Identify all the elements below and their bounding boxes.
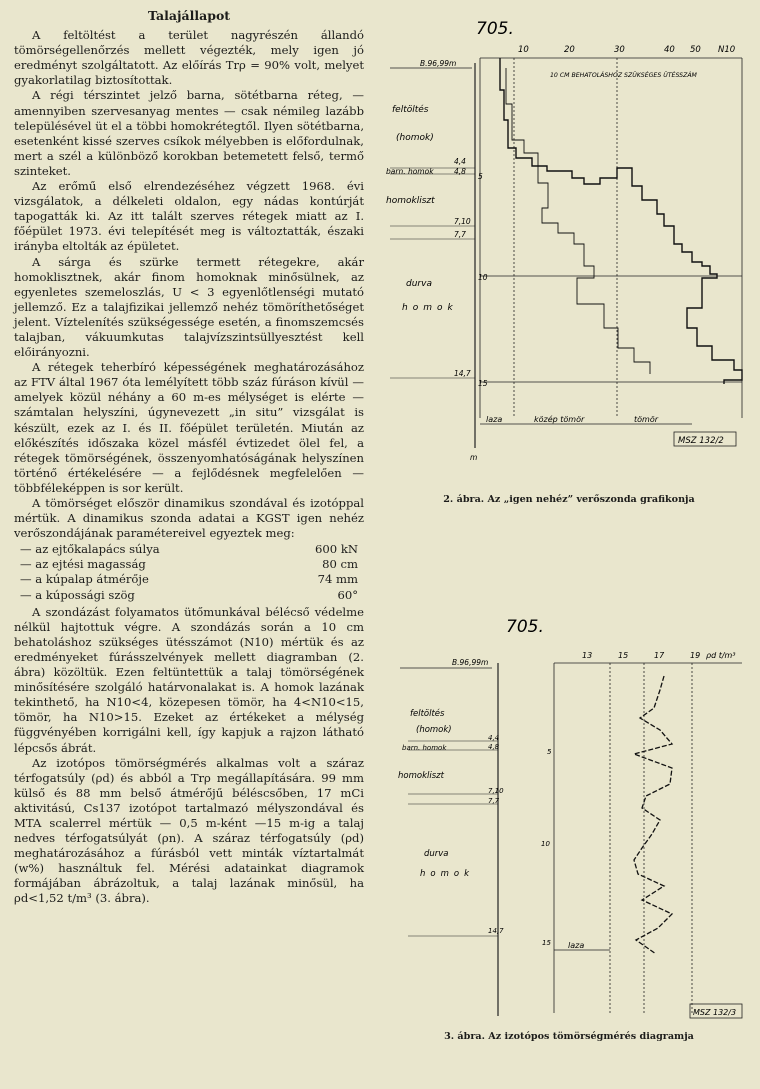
depth-label: 7,7: [454, 230, 466, 239]
article-title: Talajállapot: [147, 8, 231, 23]
zone-label: tömör: [634, 415, 659, 424]
spec-value: 74 mm: [317, 572, 358, 587]
tick-label: 40: [664, 45, 675, 55]
layer-label: homokliszt: [386, 196, 435, 206]
tick-label: 15: [618, 651, 629, 660]
layer-label: barn. homok: [386, 167, 434, 176]
paragraph: A feltöltést a terület nagyrészén állandó tömörségellenőrzés mellett végezték, mely igen jó eredményt szolgáltatott. Az előírás Trρ = 90% volt, melyet gyakorlatilag biztosítottak.: [14, 28, 364, 88]
zone-label: közép tömör: [534, 415, 585, 424]
depth-label: 4,4: [454, 157, 466, 166]
figure-2-caption: 2. ábra. Az „igen nehéz” verőszonda grafikonja: [443, 494, 695, 505]
x-axis-ticks: [518, 45, 735, 55]
layer-label: feltöltés: [410, 709, 445, 719]
spec-value: 80 cm: [322, 557, 358, 572]
depth-label: 4,4: [488, 734, 500, 742]
layer-labels: [386, 104, 458, 313]
tick-label: N10: [718, 45, 736, 55]
figure-2-diagram: [372, 8, 756, 488]
graph-2-frame: [480, 58, 742, 418]
zone-label: laza: [486, 415, 503, 424]
layer-label: homokliszt: [398, 771, 444, 781]
tick-label: 17: [654, 651, 665, 660]
depth-label: 5: [547, 748, 552, 756]
figure-3-diagram: [372, 608, 756, 1028]
spec-label: — a kúpossági szög: [20, 587, 135, 602]
n10-step-curve: [500, 58, 742, 384]
top-label: B.96,99m: [452, 658, 489, 667]
spec-row: [14, 572, 364, 587]
tick-label: 20: [564, 45, 575, 55]
density-curve: [634, 676, 672, 954]
n10-step-curve-inner: [506, 68, 650, 374]
layer-label: durva: [424, 849, 449, 859]
spec-label: — a kúpalap átmérője: [20, 572, 149, 587]
paragraph: A sárga és szürke termett rétegekre, akár homoklisztnek, akár finom homoknak minősülnek, az egyenletes szemeloszlás, U < 3 egyenlőtlenségi mutató jellemző. Ez a talajfizikai jellemző nehéz tömöríthetőséget jelent. Víztelenítés szükségessége esetén, a finomszemcsés talajban, vákuumkutas talajvízszintsüllyesztést kell előirányozni.: [14, 254, 364, 360]
spec-row: [14, 588, 364, 603]
article-column: [14, 8, 364, 907]
layer-label: (homok): [416, 725, 452, 735]
layer-label: homok: [402, 303, 458, 313]
zone-label: laza: [568, 941, 585, 950]
depth-label: 14,7: [454, 369, 471, 378]
spec-list: [14, 542, 364, 602]
depth-label: m: [470, 453, 478, 462]
stamp-text: MSZ 132/3: [693, 1008, 737, 1017]
tick-label: 13: [582, 651, 593, 660]
layer-label: barn. homok: [402, 744, 447, 752]
zone-scale: [554, 941, 610, 950]
tick-label: 10: [518, 45, 529, 55]
depth-markers: [408, 734, 552, 947]
tick-label: 50: [690, 45, 701, 55]
spec-value: 60°: [337, 587, 358, 602]
tick-label: 30: [614, 45, 625, 55]
paragraph: A tömörséget először dinamikus szondával és izotóppal mértük. A dinamikus szonda adatai a KGST igen nehéz verőszondájának paramétereivel egyeztek meg:: [14, 496, 364, 541]
x-axis-ticks: [582, 651, 736, 660]
figure-3-caption: 3. ábra. Az izotópos tömörségmérés diagramja: [444, 1031, 694, 1042]
depth-label: 4,8: [454, 167, 466, 176]
spec-row: [14, 542, 364, 557]
depth-label: 15: [478, 379, 488, 388]
spec-label: — az ejtőkalapács súlya: [20, 542, 160, 557]
paragraph: A régi térszintet jelző barna, sötétbarna réteg, — amennyiben szervesanyag mentes — csak némileg lazább településével üt el a többi homokrétegtől. Ilyen sötétbarna, esetenként kissé szerves csíkok mélyebben is előfordulnak, mert a szél a különböző korokban betemetett felső, termő szinteket.: [14, 88, 364, 178]
depth-label: 7,7: [488, 797, 500, 805]
layer-label: feltöltés: [392, 105, 429, 115]
figure-2-number: 705.: [476, 19, 514, 39]
depth-label: 4,8: [488, 743, 500, 751]
paragraph: A szondázást folyamatos ütőmunkával bélécső védelme nélkül hajtottuk végre. A szondázás során a 10 cm behatoláshoz szükséges ütésszámot (N10) mértük és az eredményeket fúrásszelvények mellett diagramban (2. ábra) közöltük. Ezen feltüntettük a talaj tömörségének minősítésére szolgáló határvonalakat is. A homok lazának tekinthető, ha N10<4, közepesen tömör, ha 4<N10<15, tömör, ha N10>15. Ezeket az értékeket a mélység függvényében korrigálni kell, így kapjuk a rajzon látható lépcsős ábrát.: [14, 604, 364, 755]
layer-label: (homok): [396, 133, 434, 143]
top-label: B.96,99m: [420, 59, 457, 68]
curve-title: 10 CM BEHATOLÁSHOZ SZÜKSÉGES ÜTÉSSZÁM: [550, 72, 697, 79]
zone-scale: [480, 414, 692, 424]
graph-3-frame: [554, 663, 742, 1013]
tick-label: ρd t/m³: [706, 651, 736, 660]
depth-label: 5: [478, 172, 483, 181]
figure-3-number: 705.: [506, 617, 544, 637]
depth-label: 10: [541, 840, 550, 848]
paragraph: Az erőmű első elrendezéséhez végzett 1968. évi vizsgálatok, a délkeleti oldalon, egy nádas kontúrját tapogatták ki. Az itt talált szerves rétegek miatt az I. főépület 1973. évi telepítését meg is változtatták, északi irányba eltolták az épületet.: [14, 179, 364, 254]
spec-label: — az ejtési magasság: [20, 557, 146, 572]
depth-label: 7,10: [488, 787, 504, 795]
stamp-text: MSZ 132/2: [678, 436, 724, 446]
layer-label: durva: [406, 279, 432, 289]
tick-label: 19: [690, 651, 701, 660]
spec-value: 600 kN: [315, 542, 358, 557]
depth-label: 7,10: [454, 217, 471, 226]
depth-label: 15: [542, 939, 551, 947]
depth-label: 10: [478, 273, 488, 282]
spec-row: [14, 557, 364, 572]
depth-label: 14,7: [488, 927, 504, 935]
layer-labels: [398, 708, 474, 879]
paragraph: A rétegek teherbíró képességének meghatározásához az FTV által 1967 óta lemélyített több száz fúráson kívül — amelyek közül néhány a 60 m-es mélységet is elérte — számtalan helyszíni, úgynevezett „in situ” vizsgálat is készült, ezek az I. és II. főépület területén. Miután az előkészítés időszaka közel másfél évtizedet ölel fel, a rétegek tömörségének, összenyomhatóságának helyszínen történő értékelésére — a fejlődésnek megfelelően — többféleképpen is sor került.: [14, 360, 364, 495]
layer-label: homok: [420, 869, 474, 879]
paragraph: Az izotópos tömörségmérés alkalmas volt a száraz térfogatsúly (ρd) és abból a Trρ megállapítására. 99 mm külső és 88 mm belső átmérőjű béléscsőben, 17 mCi aktivitású, Cs137 izotópot tartalmazó mélyszondával és MTA scalerrel mértük — 0,5 m-ként —15 m-ig a talaj nedves térfogatsúlyát (ρn). A száraz térfogatsúly (ρd) meghatározásához a fúrásból vett minták víztartalmát (w%) használtuk fel. Mérési adatainkat diagramok formájában ábrázoltuk, a talaj lazának minősül, ha ρd<1,52 t/m³ (3. ábra).: [14, 755, 364, 906]
